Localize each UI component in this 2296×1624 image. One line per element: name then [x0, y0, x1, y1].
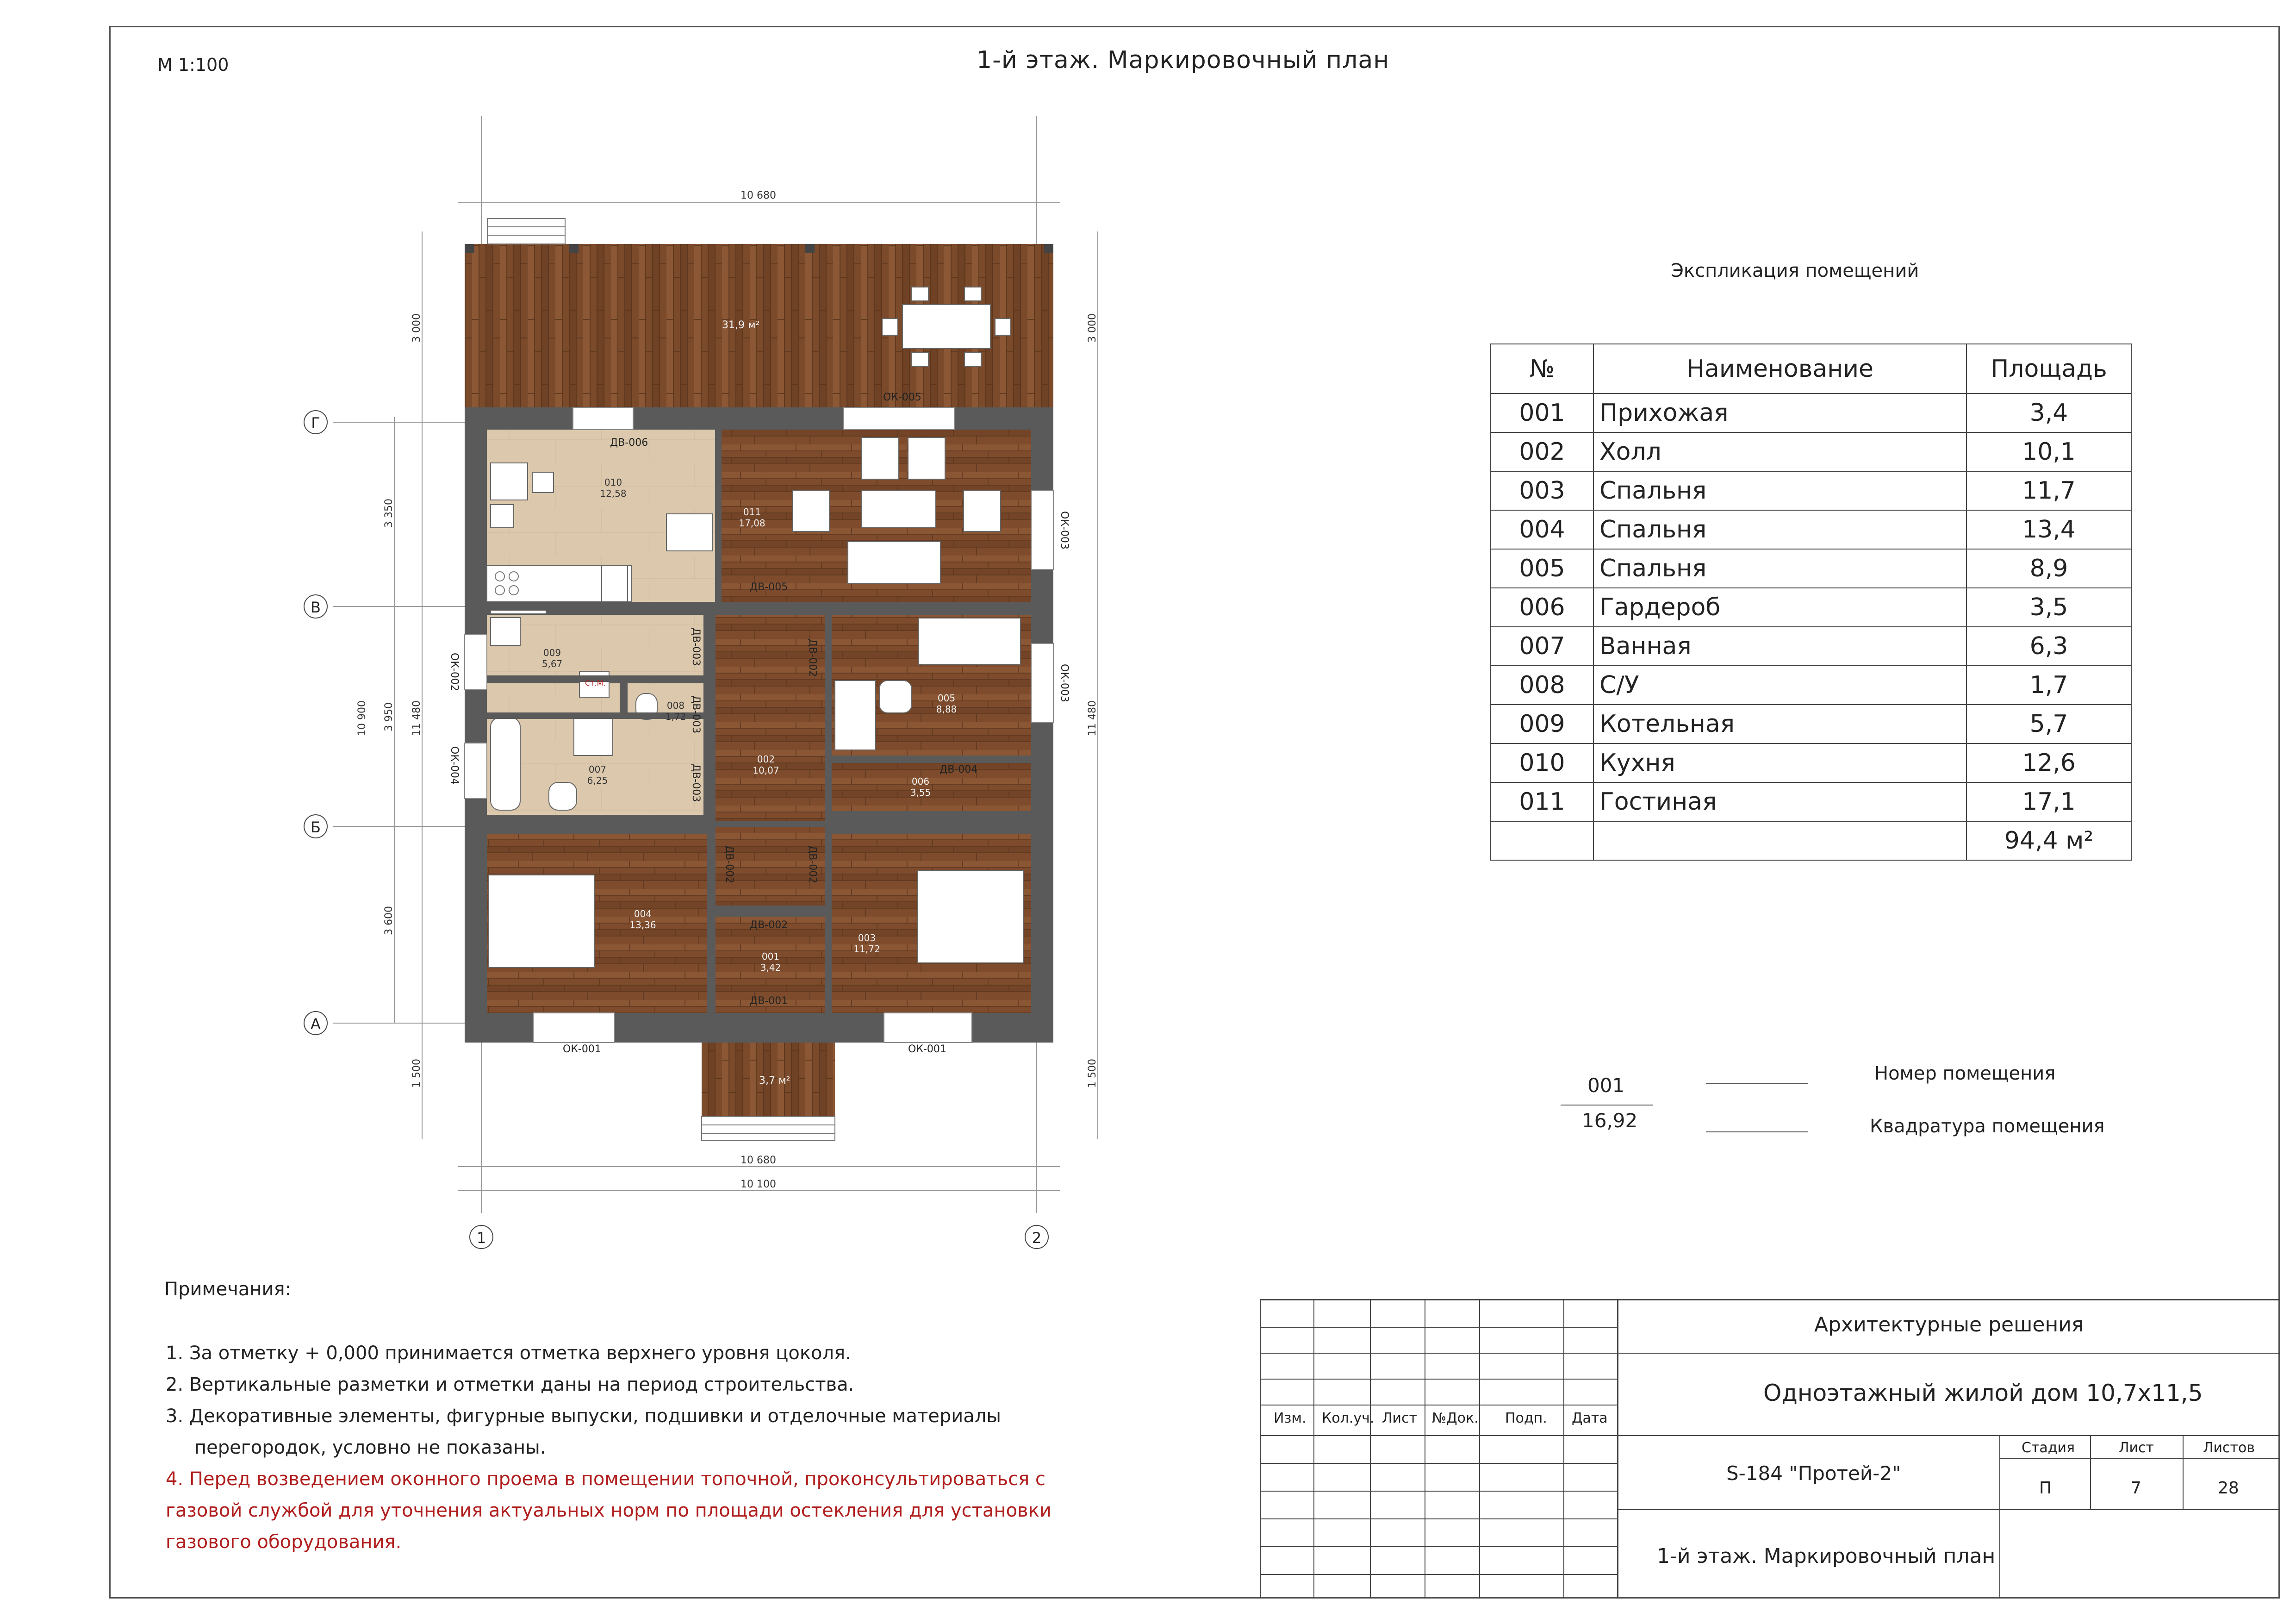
door-dv004: ДВ-004	[940, 764, 978, 775]
dim-bottom-inner: 10 100	[740, 1179, 776, 1190]
dim-left-v-b: 3 950	[383, 702, 395, 731]
room-007-label: 007 6,25	[587, 764, 608, 786]
room-005-label: 005 8,88	[936, 693, 957, 715]
tb-stage: П	[2039, 1479, 2052, 1498]
tb-object: Одноэтажный жилой дом 10,7х11,5	[1763, 1380, 2203, 1406]
scale-label: М 1:100	[157, 55, 229, 75]
explication-row	[1491, 666, 2131, 705]
tb-sheets: 28	[2218, 1479, 2239, 1498]
explication-row	[1491, 471, 2131, 510]
axis-a-marker: А	[304, 1011, 328, 1035]
room-002-label: 002 10,07	[753, 754, 779, 776]
room-number: 010	[1491, 743, 1593, 782]
legend-leader-2	[1706, 1131, 1808, 1132]
room-area: 1,7	[1966, 666, 2131, 705]
tb-col-doc: №Док.	[1432, 1410, 1479, 1426]
dim-right-porch: 1 500	[1087, 1059, 1098, 1088]
room-number: 005	[1491, 549, 1593, 588]
tb-project: S-184 "Протей-2"	[1726, 1462, 1901, 1485]
room-name: Гостиная	[1593, 782, 1966, 821]
room-area: 17,1	[1966, 782, 2131, 821]
door-dv003-c: ДВ-003	[690, 764, 702, 802]
notes-title: Примечания:	[164, 1279, 292, 1300]
tb-sheet: 7	[2131, 1479, 2141, 1498]
room-area: 8,9	[1966, 549, 2131, 588]
explication-row	[1491, 627, 2131, 666]
explication-title: Экспликация помещений	[1671, 260, 1919, 281]
room-name: Прихожая	[1593, 394, 1966, 432]
room-006-label: 006 3,55	[910, 776, 931, 798]
note-4-cont2: газового оборудования.	[166, 1531, 402, 1553]
room-area: 3,4	[1966, 394, 2131, 432]
explication-row	[1491, 782, 2131, 821]
room-area: 6,3	[1966, 627, 2131, 666]
room-number: 009	[1491, 705, 1593, 743]
dim-left-porch: 1 500	[411, 1059, 423, 1088]
tb-col-kolich: Кол.уч.	[1322, 1410, 1375, 1426]
col-number: №	[1491, 344, 1593, 394]
door-dv001: ДВ-001	[750, 995, 788, 1007]
dim-top-total: 10 680	[740, 190, 776, 201]
room-011-label: 011 17,08	[739, 506, 765, 529]
legend-number-label: Номер помещения	[1874, 1063, 2056, 1084]
tb-drawing: 1-й этаж. Маркировочный план	[1657, 1544, 1996, 1568]
window-ok001-a: ОК-001	[563, 1043, 601, 1055]
tb-stage-label: Стадия	[2022, 1440, 2075, 1456]
room-name: Гардероб	[1593, 588, 1966, 627]
door-dv005: ДВ-005	[750, 581, 788, 593]
legend-area-label: Квадратура помещения	[1870, 1116, 2105, 1137]
dim-right-total: 11 480	[1087, 700, 1098, 736]
room-name: Ванная	[1593, 627, 1966, 666]
explication-row	[1491, 394, 2131, 432]
dim-bottom-total: 10 680	[740, 1155, 776, 1166]
explication-row	[1491, 588, 2131, 627]
note-4-cont1: газовой службой для уточнения актуальных норм по площади остекления для установки	[166, 1500, 1052, 1521]
axis-g-marker: Г	[304, 410, 328, 434]
terrace-area: 31,9 м²	[722, 319, 760, 331]
room-003-label: 003 11,72	[853, 932, 880, 955]
window-ok004: ОК-004	[448, 746, 460, 785]
dim-left-total: 11 480	[411, 700, 423, 736]
explication-row	[1491, 510, 2131, 549]
room-number: 001	[1491, 394, 1593, 432]
note-4: 4. Перед возведением оконного проема в помещении топочной, проконсультироваться с	[166, 1468, 1045, 1490]
room-number: 011	[1491, 782, 1593, 821]
room-004-label: 004 13,36	[629, 908, 656, 931]
explication-table	[1490, 344, 2132, 861]
note-1: 1. За отметку + 0,000 принимается отметка верхнего уровня цоколя.	[166, 1343, 851, 1364]
total-empty	[1491, 821, 1593, 860]
window-ok005: ОК-005	[883, 392, 921, 403]
note-2: 2. Вертикальные разметки и отметки даны на период строительства.	[166, 1374, 854, 1395]
door-dv002-a: ДВ-002	[807, 639, 818, 677]
porch-area: 3,7 м²	[759, 1075, 790, 1087]
tb-col-list: Лист	[1382, 1410, 1418, 1426]
tb-section: Архитектурные решения	[1814, 1313, 2084, 1337]
room-area: 11,7	[1966, 471, 2131, 510]
note-3-cont: перегородок, условно не показаны.	[194, 1437, 546, 1458]
door-dv006: ДВ-006	[610, 437, 648, 449]
door-dv002-c: ДВ-002	[807, 845, 818, 884]
tb-col-sign: Подп.	[1505, 1410, 1547, 1426]
room-name: Холл	[1593, 432, 1966, 471]
legend-leader-1	[1706, 1083, 1808, 1084]
explication-row	[1491, 705, 2131, 743]
room-name: С/У	[1593, 666, 1966, 705]
window-ok003-a: ОК-003	[1058, 511, 1070, 550]
door-dv003-b: ДВ-003	[690, 695, 702, 734]
sheet-title: 1-й этаж. Маркировочный план	[977, 46, 1390, 74]
door-dv002-d: ДВ-002	[750, 919, 788, 931]
room-name: Спальня	[1593, 549, 1966, 588]
explication-row	[1491, 743, 2131, 782]
room-number: 002	[1491, 432, 1593, 471]
tb-sheet-label: Лист	[2119, 1440, 2154, 1456]
room-010-label: 010 12,58	[600, 477, 627, 499]
room-number: 003	[1491, 471, 1593, 510]
dim-left-b-a: 3 600	[383, 906, 395, 935]
legend-number-example: 001	[1587, 1074, 1625, 1097]
room-number: 008	[1491, 666, 1593, 705]
col-area: Площадь	[1966, 344, 2131, 394]
room-name: Котельная	[1593, 705, 1966, 743]
room-name: Спальня	[1593, 471, 1966, 510]
explication-row	[1491, 432, 2131, 471]
window-ok002: ОК-002	[448, 653, 460, 691]
axis-b-marker: Б	[304, 814, 328, 838]
room-area: 13,4	[1966, 510, 2131, 549]
room-number: 006	[1491, 588, 1593, 627]
room-001-label: 001 3,42	[760, 951, 781, 973]
room-area: 5,7	[1966, 705, 2131, 743]
total-empty	[1593, 821, 1966, 860]
window-ok001-b: ОК-001	[908, 1043, 946, 1055]
axis-2-marker: 2	[1025, 1225, 1049, 1249]
room-area: 3,5	[1966, 588, 2131, 627]
dim-left-terrace: 3 000	[411, 313, 423, 343]
tb-col-date: Дата	[1572, 1410, 1608, 1426]
total-area: 94,4 м²	[1966, 821, 2131, 860]
room-number: 004	[1491, 510, 1593, 549]
door-dv002-b: ДВ-002	[723, 845, 735, 884]
door-dv003-a: ДВ-003	[690, 628, 702, 666]
dim-left-total-inner: 10 900	[356, 700, 368, 736]
axis-1-marker: 1	[469, 1225, 493, 1249]
dim-left-g-v: 3 350	[383, 499, 395, 528]
legend-divider	[1561, 1105, 1653, 1106]
room-009-label: 009 5,67	[541, 647, 563, 669]
room-number: 007	[1491, 627, 1593, 666]
boiler-mark: Ст.М.	[585, 679, 606, 687]
dim-right-terrace: 3 000	[1087, 313, 1098, 343]
room-area: 10,1	[1966, 432, 2131, 471]
tb-col-izm: Изм.	[1274, 1410, 1307, 1426]
tb-sheets-label: Листов	[2203, 1440, 2255, 1456]
room-area: 12,6	[1966, 743, 2131, 782]
explication-row	[1491, 549, 2131, 588]
col-name: Наименование	[1593, 344, 1966, 394]
room-name: Кухня	[1593, 743, 1966, 782]
legend-area-example: 16,92	[1582, 1109, 1638, 1132]
note-3: 3. Декоративные элементы, фигурные выпуски, подшивки и отделочные материалы	[166, 1405, 1001, 1427]
room-008-label: 008 1,72	[665, 700, 686, 722]
window-ok003-b: ОК-003	[1058, 664, 1070, 702]
room-name: Спальня	[1593, 510, 1966, 549]
axis-v-marker: В	[304, 594, 328, 618]
